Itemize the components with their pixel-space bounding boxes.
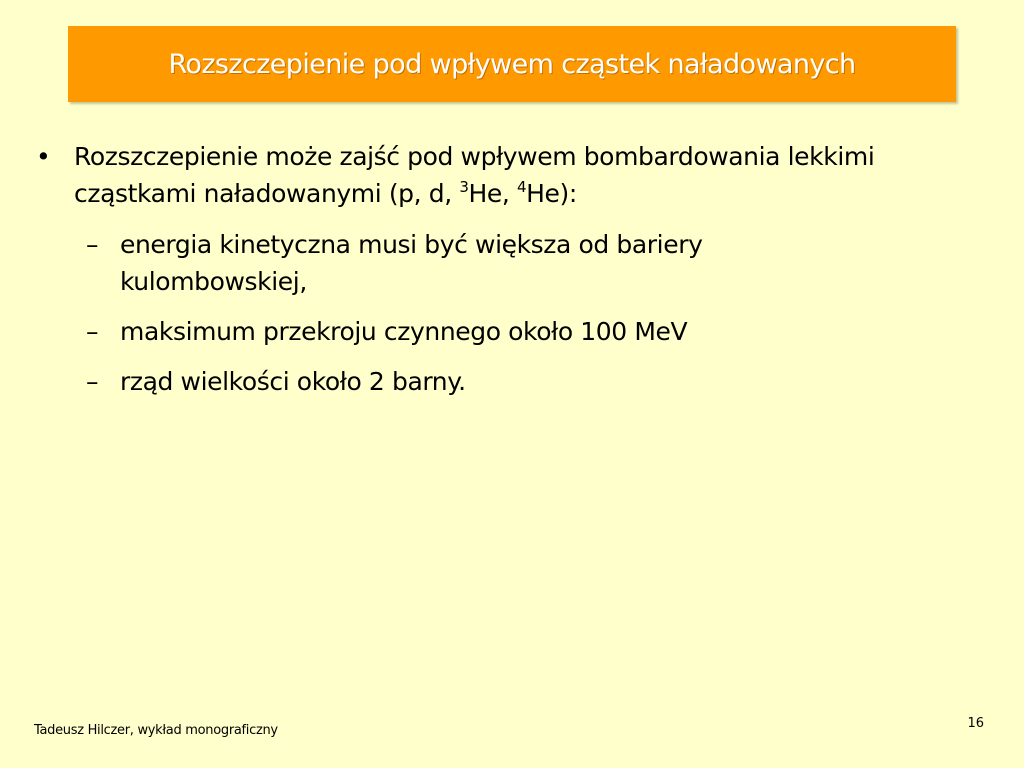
sub-bullet-text: rząd wielkości około 2 barny. (120, 367, 466, 396)
bullet-text-part3: He): (526, 179, 577, 208)
sub-bullet-list (86, 226, 966, 413)
page-number: 16 (967, 716, 984, 731)
slide-title-bar (68, 26, 956, 102)
sub-bullet-dash: – (86, 317, 99, 346)
sub-bullet-text: maksimum przekroju czynnego około 100 MeV (120, 317, 688, 346)
slide-title: Rozszczepienie pod wpływem cząstek naładowanych (168, 48, 856, 80)
superscript-4: 4 (516, 178, 527, 196)
superscript-3: 3 (459, 178, 469, 196)
bullet-text-part1: Rozszczepienie może zajść pod wpływem bombardowania lekkimi cząstkami naładowanymi (p, d, (74, 142, 875, 208)
bullet-marker: • (36, 142, 51, 171)
sub-bullet-item (86, 363, 966, 400)
sub-bullet-dash: – (86, 367, 99, 396)
sub-bullet-item (86, 313, 966, 350)
sub-bullet-dash: – (86, 230, 99, 259)
sub-bullet-text: energia kinetyczna musi być większa od bariery kulombowskiej, (120, 230, 703, 296)
bullet-text-part2: He, (468, 179, 517, 208)
bullet-text (74, 138, 974, 212)
sub-bullet-item (86, 226, 966, 300)
footer-author: Tadeusz Hilczer, wykład monograficzny (34, 723, 278, 738)
